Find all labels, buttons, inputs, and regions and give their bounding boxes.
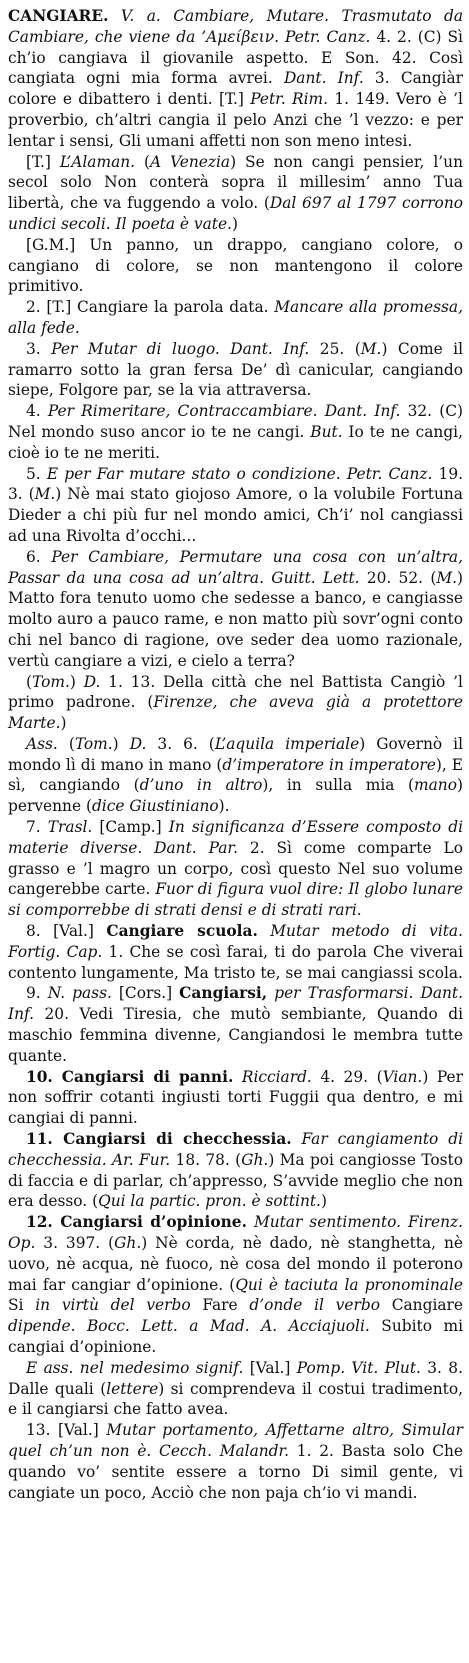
body-text: Fare [190, 1296, 250, 1315]
entry-paragraph [8, 1420, 463, 1503]
italic-text: Petr. Rim. [250, 90, 329, 109]
italic-text: D. [83, 672, 101, 691]
dictionary-entry [8, 0, 463, 1503]
body-text: ) Come il ramarro sotto la gran fersa De’ dì canicular, cangiando siepe, Folgore par, se la via attraversa. [8, 339, 464, 400]
body-text: ( [135, 152, 151, 171]
italic-text: dipende. Bocc. Lett. a Mad. A. Acciajuoli. [8, 1317, 370, 1336]
italic-text: in virtù del verbo [35, 1296, 191, 1315]
body-text: 1. 13. Della città che nel Battista Cangiò ’l primo padrone. ( [8, 672, 463, 712]
body-text: Cangiare [379, 1296, 464, 1315]
italic-text: M. [360, 339, 382, 358]
italic-text: Mutar sentimento. Firenz. Op. [8, 1213, 463, 1253]
body-text: 25. ( [309, 339, 361, 358]
body-text [247, 1213, 254, 1231]
italic-text: Fuor di figura vuol dire: Il globo lunare si comporrebbe di strati densi e di strati rari. [8, 880, 463, 920]
italic-text: N. pass. [47, 984, 112, 1003]
body-text: ), in sulla mia ( [262, 776, 415, 795]
headword-text: Cangiarsi, [179, 984, 268, 1003]
italic-text: L’Alaman. [59, 152, 136, 171]
entry-paragraph [8, 1358, 463, 1420]
italic-text: Dal 697 al 1797 corrono undici secoli. Il poeta è vate. [8, 194, 463, 233]
body-text: 18. 78. ( [170, 1150, 242, 1169]
entry-paragraph [8, 921, 463, 983]
body-text: Si [8, 1296, 36, 1315]
body-text: 4. [26, 402, 48, 421]
body-text: ) si comprendeva il costui tradimento, e il cangiarsi che fatto avea. [8, 1379, 463, 1419]
body-text: [Cors.] [111, 984, 180, 1003]
body-text: 2. [T.] Cangiare la parola data. [26, 298, 275, 317]
body-text: ) Governò il mondo lì di mano in mano ( [8, 734, 463, 774]
italic-text: d’uno in altro [139, 776, 263, 795]
italic-text: A Venezia [150, 152, 231, 171]
italic-text: Gh. [241, 1150, 269, 1169]
italic-text: M. [34, 485, 56, 504]
body-text: ( [57, 734, 75, 753]
italic-text: lettere [106, 1379, 159, 1398]
italic-text: E per Far mutare stato o condizione. Petr. Canz. [46, 464, 433, 483]
italic-text: But. [310, 422, 343, 441]
body-text: 13. [Val.] [26, 1421, 107, 1440]
italic-text: dice Giustiniano [91, 797, 219, 816]
body-text: 4. 2. (C) Sì ch’io cangiava il giovanile aspetto. E Son. 42. Così cangiata ogni mia forma avrei. [8, 27, 463, 88]
body-text: ) Nè mai stato giojoso Amore, o la volubile Fortuna Dieder a chi più fur nel mondo amici, Ch’i’ nol cangiassi ad una Rivolta d’occhi... [8, 485, 463, 545]
entry-paragraph [8, 672, 463, 734]
body-text: 19. 3. ( [8, 464, 463, 504]
body-text: 20. Vedi Tiresia, che mutò sembiante, Quando di maschio femmina divenne, Cangiandosi le membra tutte quante. [8, 1005, 463, 1065]
italic-text: V. a. Cambiare, Mutare. Trasmutato da Cambiare, che viene da ’Αμείβειν. Petr. Canz. [8, 7, 463, 46]
italic-text: Qui la partic. pron. è sottint. [98, 1192, 321, 1211]
entry-paragraph [8, 983, 463, 1066]
body-text: 5. [26, 464, 47, 483]
entry-paragraph [8, 6, 463, 152]
entry-paragraph [8, 734, 463, 817]
entry-paragraph [8, 297, 463, 339]
body-text: [Camp.] [92, 818, 169, 837]
headword-text: Cangiare scuola. [106, 922, 258, 941]
italic-text: Per Rimeritare, Contraccambiare. Dant. Inf. [47, 402, 401, 421]
italic-text: D. [129, 734, 147, 753]
body-text: ) [231, 214, 238, 233]
entry-paragraph [8, 152, 463, 235]
entry-paragraph [8, 235, 463, 297]
italic-text: M. [436, 568, 457, 587]
entry-paragraph [8, 1129, 463, 1212]
body-text: ) pervenne ( [8, 776, 463, 816]
italic-text: Ass. [26, 734, 58, 753]
body-text: 6. [26, 547, 52, 566]
italic-text: Tom. [74, 734, 113, 753]
body-text: 2. Sì come comparte Lo grasso e ’l magro un corpo, così questo Nel suo volume cangerebbe carte. [8, 838, 463, 899]
body-text: ) Se non cangi pensier, l’un secol solo Non conterà sopra il millesim’ anno Tua libertà, che va fuggendo a volo. ( [8, 152, 464, 213]
italic-text: Ricciard. [241, 1067, 312, 1086]
body-text: ) [112, 734, 130, 753]
body-text: 7. [26, 818, 48, 837]
body-text: ) [60, 714, 67, 733]
body-text: 1. 2. Basta solo Che quando vo’ sentite essere a torno Di simil gente, vi cangiate un poco, Acciò che non paja ch’io vi mandi. [8, 1441, 463, 1502]
body-text: ). [218, 797, 230, 816]
italic-text: E ass. nel medesimo signif. [26, 1358, 244, 1377]
body-text: 1. 149. Vero è ’l proverbio, ch’altri cangia il pelo Anzi che ’l vezzo: e per lentar i sensi, Gli umani affetti non son meno intesi. [8, 90, 463, 150]
body-text: 3. 397. ( [35, 1234, 115, 1253]
body-text: 3. [26, 339, 52, 358]
body-text: ) Matto fora tenuto uomo che sedesse a banco, e cangiasse molto auro a pauco rame, e non matto più sovr’ogni conto chi nel banco di ragione, ove seder dea uomo razionale, vertù cangiare a vizi, e cielo a terra? [8, 568, 463, 670]
body-text: 3. 8. Dalle quali ( [8, 1358, 463, 1398]
italic-text: mano [414, 776, 457, 795]
entry-paragraph [8, 339, 463, 401]
body-text: Io te ne cangi, cioè io te ne meriti. [8, 422, 463, 462]
body-text: ( [26, 672, 33, 691]
headword-text: 11. Cangiarsi di checchessia. [26, 1130, 292, 1149]
body-text: 3. 6. ( [146, 734, 215, 753]
body-text: 9. [26, 984, 48, 1003]
italic-text: d’onde il verbo [249, 1296, 380, 1315]
italic-text: Gh. [114, 1234, 142, 1253]
entry-paragraph [8, 547, 463, 672]
italic-text: Mutar portamento, Affettarne altro, Simular quel ch’un non è. Cecch. Malandr. [8, 1421, 463, 1460]
body-text: 32. (C) Nel mondo suso ancor io te ne cangi. [8, 402, 464, 441]
body-text: 4. 29. ( [311, 1067, 383, 1086]
body-text: [T.] [26, 152, 60, 171]
italic-text: Firenze, che aveva già a protettore Marte. [8, 693, 463, 733]
body-text: 20. 52. ( [359, 568, 437, 587]
italic-text: d’imperatore in imperatore [222, 755, 436, 774]
entry-paragraph [8, 464, 463, 547]
body-text: 3. Cangiàr colore e dibattero i denti. [T.] [8, 69, 463, 109]
body-text [233, 1068, 242, 1086]
italic-text: Mancare alla promessa, alla fede. [8, 298, 463, 337]
body-text [292, 1130, 302, 1148]
italic-text: Vian. [382, 1067, 423, 1086]
italic-text: Qui è taciuta la pronominale [235, 1275, 463, 1294]
body-text [258, 922, 270, 940]
body-text: ) Per non soffrir cotanti ingiusti torti Fuggii qua dentro, e mi cangiai di panni. [8, 1067, 463, 1128]
body-text: ) Ma poi cangiosse Tosto di faccia e di parlar, ch’appresso, S’avvide meglio che non era desso. ( [8, 1150, 464, 1211]
italic-text: Mutar metodo di vita. Fortig. Cap. [8, 922, 463, 961]
body-text: Subito mi cangiai d’opinione. [8, 1317, 463, 1356]
entry-paragraph [8, 1212, 463, 1358]
body-text: [G.M.] Un panno, un drappo, cangiano colore, o cangiano di colore, se non mantengono il colore primitivo. [8, 235, 463, 296]
entry-paragraph [8, 401, 463, 463]
italic-text: per Trasformarsi. Dant. Inf. [8, 984, 463, 1024]
entry-paragraph [8, 1067, 463, 1129]
entry-paragraph [8, 817, 463, 921]
italic-text: Tom. [32, 672, 70, 691]
italic-text: Pomp. Vit. Plut. [296, 1358, 421, 1377]
headword-text: 10. Cangiarsi di panni. [26, 1067, 234, 1086]
italic-text: Trasl. [47, 818, 93, 837]
italic-text: Per Mutar di luogo. Dant. Inf. [51, 339, 310, 358]
body-text: ) [320, 1192, 327, 1211]
headword-text: 12. Cangiarsi d’opinione. [26, 1213, 247, 1232]
body-text: 1. Che se così farai, ti do parola Che viverai contento lungamente, Ma tristo te, se mai cangiassi scola. [8, 942, 463, 982]
italic-text: Far cangiamento di checchessia. Ar. Fur. [8, 1130, 463, 1169]
italic-text: L’aquila imperiale [214, 734, 360, 753]
body-text: 8. [Val.] [26, 922, 107, 941]
italic-text: Dant. Inf. [283, 69, 364, 88]
body-text: [Val.] [243, 1358, 297, 1377]
body-text: ) Nè corda, nè dado, nè stanghetta, nè uovo, nè acqua, nè fuoco, nè cosa del mondo il poterono mai far cangiar d’opinione. ( [8, 1234, 463, 1294]
body-text: ), E sì, cangiando ( [8, 755, 463, 795]
italic-text: In significanza d’Essere composto di materie diverse. Dant. Par. [8, 818, 463, 857]
headword-text: CANGIARE. [8, 7, 109, 25]
italic-text: Per Cambiare, Permutare una cosa con un’altra, Passar da una cosa ad un’altra. Guitt. Lett. [8, 547, 463, 587]
body-text: ) [69, 672, 84, 691]
